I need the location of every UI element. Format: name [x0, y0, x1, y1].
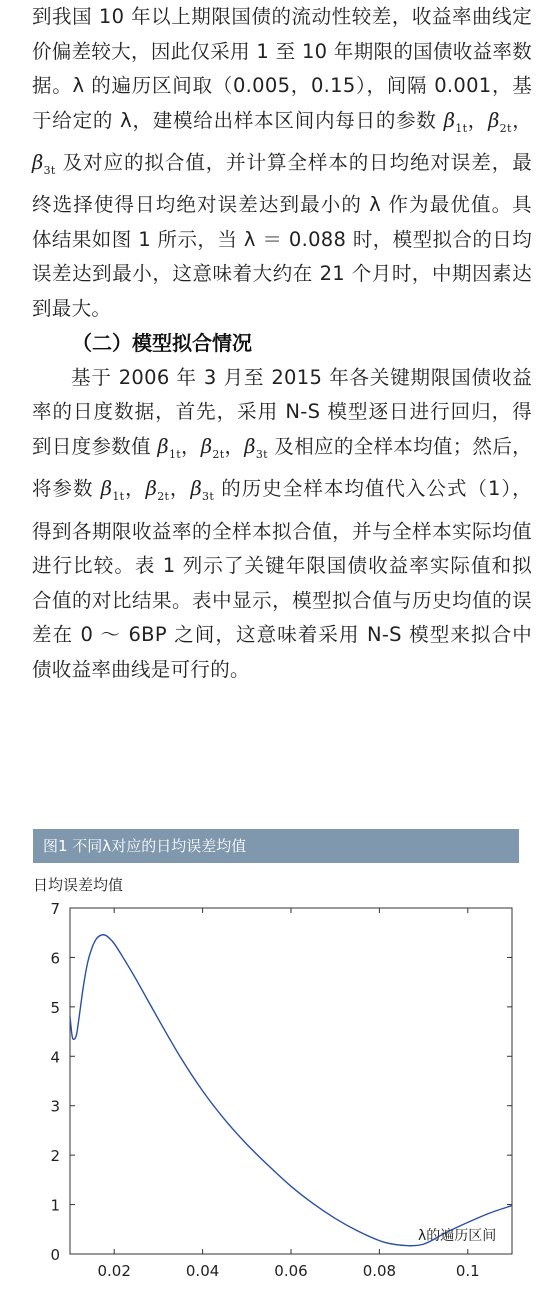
y-tick-label: 1: [50, 1196, 60, 1215]
x-tick-label: 0.08: [362, 1262, 397, 1280]
section-heading: （二）模型拟合情况: [72, 331, 252, 356]
x-tick-label: 0.1: [455, 1262, 480, 1280]
y-tick-label: 6: [50, 949, 60, 968]
chart-y-axis-label: 日均误差均值: [33, 876, 124, 894]
plot-frame: [70, 908, 512, 1254]
paragraph-1: 到我国 10 年以上期限国债的流动性较差，收益率曲线定价偏差较大，因此仅采用 1 至 10 年期限的国债收益率数据。λ 的遍历区间取（0.005，0.15），间隔 0.001，基于给定的 λ，建模给出样本区间内每日的参数 $\beta_{1t}$，$\beta_{2t}$，$\beta_{3t}$ 及对应的拟合值，并计算全样本的日均绝对误差，最终选择使得日均绝对误差达到最小的 λ 作为最优值。具体结果如图 1 所示，当 λ ＝ 0.088 时，模型拟合的日均误差达到最小，这意味着大约在 21 个月时，中期因素达到最大。: [32, 5, 532, 320]
chart-x-axis-annotation: λ的遍历区间: [418, 1228, 497, 1244]
y-tick-label: 4: [50, 1048, 60, 1067]
x-tick-label: 0.06: [274, 1262, 308, 1280]
y-tick-label: 3: [50, 1097, 60, 1116]
x-tick-label: 0.04: [185, 1262, 220, 1280]
y-tick-label: 2: [50, 1147, 60, 1166]
paragraph-2: 基于 2006 年 3 月至 2015 年各关键期限国债收益率的日度数据，首先，采用 N-S 模型逐日进行回归，得到日度参数值 $\beta_{1t}$，$\beta_{2t}$，$\beta_{3t}$ 及相应的全样本均值；然后，将参数 $\beta_{1t}$，$\beta_{2t}$，$\beta_{3t}$ 的历史全样本均值代入公式（1），得到各期限收益率的全样本拟合值，并与全样本实际均值进行比较。表 1 列示了关键年限国债收益率实际值和拟合值的对比结果。表中显示，模型拟合值与历史均值的误差在 0 ～ 6BP 之间，这意味着采用 N-S 模型来拟合中债收益率曲线是可行的。: [32, 365, 532, 681]
line-chart: [0, 880, 550, 1314]
y-tick-label: 7: [50, 900, 60, 918]
article-body: [32, 0, 532, 687]
x-tick-label: 0.02: [97, 1262, 131, 1280]
y-tick-label: 0: [50, 1246, 60, 1264]
series-line-0: [70, 935, 512, 1246]
figure-caption: 图1 不同λ对应的日均误差均值: [33, 829, 519, 863]
y-tick-label: 5: [50, 998, 60, 1017]
